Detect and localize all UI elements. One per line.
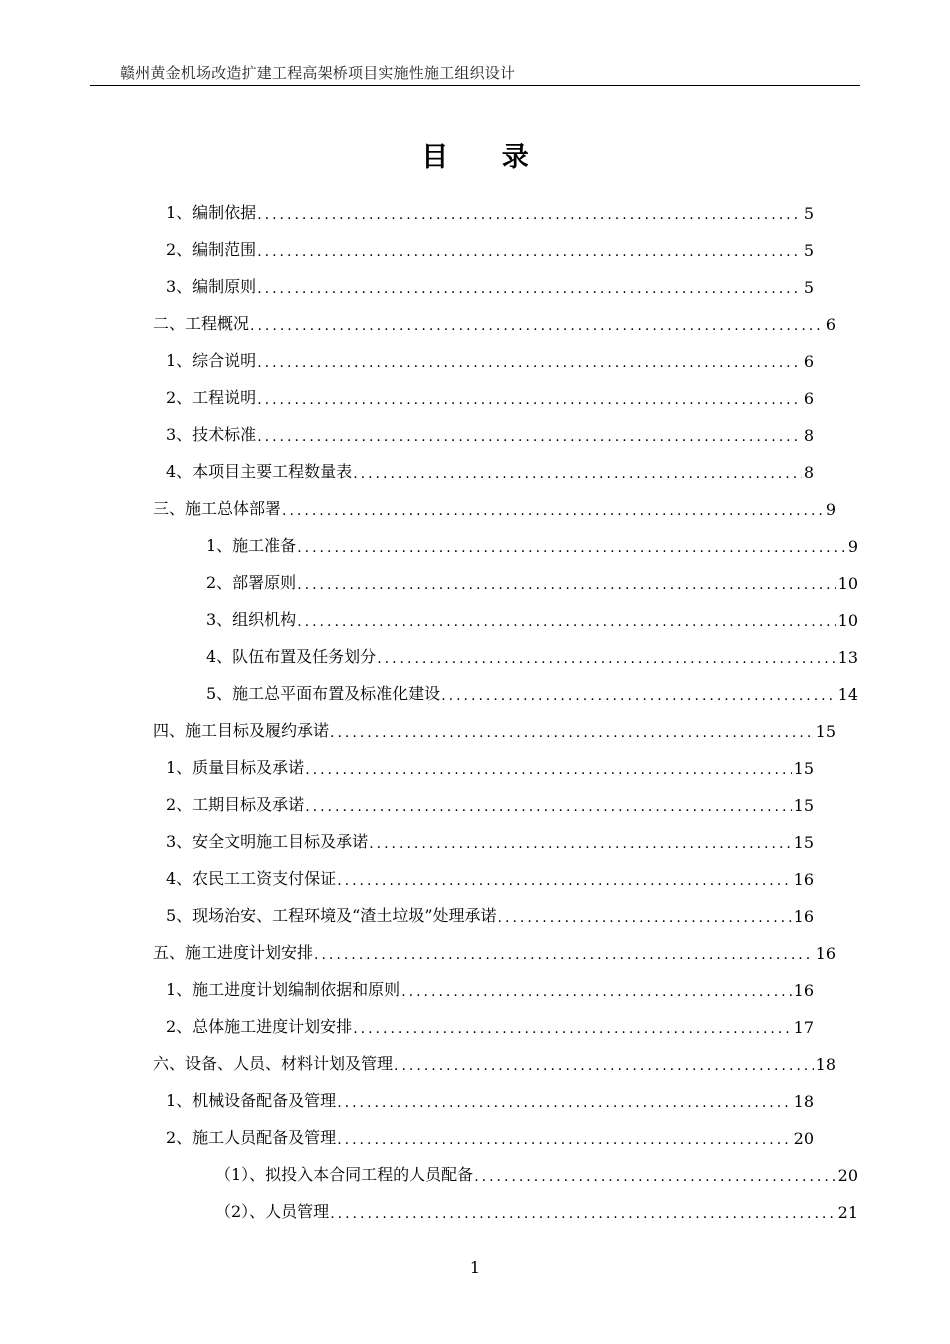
toc-entry[interactable] <box>166 452 814 482</box>
toc-entry[interactable] <box>166 822 814 852</box>
toc-entry-label: 1、施工进度计划编制依据和原则 <box>166 980 401 999</box>
toc-leader-dots <box>401 984 791 1000</box>
toc-entry[interactable] <box>153 304 836 334</box>
toc-entry-page: 9 <box>847 537 858 556</box>
page-number: 1 <box>469 1258 481 1277</box>
toc-entry[interactable] <box>206 637 858 667</box>
toc-entry[interactable] <box>166 341 814 371</box>
toc-entry[interactable] <box>166 748 814 778</box>
toc-leader-dots <box>474 1169 835 1185</box>
toc-entry-page: 6 <box>825 315 836 334</box>
toc-entry-page: 18 <box>793 1092 814 1111</box>
toc-entry-page: 16 <box>815 944 836 963</box>
toc-entry-page: 15 <box>815 722 836 741</box>
toc-leader-dots <box>257 355 802 371</box>
toc-entry[interactable] <box>166 896 814 926</box>
toc-entry[interactable] <box>166 193 814 223</box>
toc-entry[interactable] <box>166 785 814 815</box>
toc-entry[interactable] <box>166 267 814 297</box>
toc-entry[interactable] <box>206 674 858 704</box>
toc-leader-dots <box>337 873 791 889</box>
toc-entry[interactable] <box>206 563 858 593</box>
toc-entry-page: 8 <box>803 426 814 445</box>
toc-entry-label: 六、设备、人员、材料计划及管理 <box>153 1054 394 1073</box>
toc-entry-label: 1、机械设备配备及管理 <box>166 1091 337 1110</box>
toc-entry-page: 15 <box>793 833 814 852</box>
toc-leader-dots <box>297 540 846 556</box>
toc-entry-label: 四、施工目标及履约承诺 <box>153 721 330 740</box>
toc-entry[interactable] <box>153 711 836 741</box>
toc-entry-label: 3、技术标准 <box>166 425 257 444</box>
toc-leader-dots <box>250 318 824 334</box>
toc-entry-label: 1、编制依据 <box>166 203 257 222</box>
toc-leader-dots <box>305 799 791 815</box>
toc-entry-page: 9 <box>825 500 836 519</box>
toc-entry[interactable] <box>206 526 858 556</box>
toc-leader-dots <box>441 688 835 704</box>
toc-entry-label: 3、安全文明施工目标及承诺 <box>166 832 369 851</box>
toc-entry-label: 1、综合说明 <box>166 351 257 370</box>
toc-entry-label: （2）、人员管理 <box>215 1202 330 1221</box>
toc-entry-page: 17 <box>793 1018 814 1037</box>
toc-entry[interactable] <box>166 415 814 445</box>
toc-entry-page: 16 <box>793 870 814 889</box>
toc-leader-dots <box>353 1021 791 1037</box>
toc-entry[interactable] <box>215 1155 858 1185</box>
toc-leader-dots <box>337 1132 791 1148</box>
toc-entry-page: 5 <box>803 241 814 260</box>
toc-leader-dots <box>257 281 802 297</box>
toc-entry-page: 6 <box>803 389 814 408</box>
toc-entry-label: 2、工程说明 <box>166 388 257 407</box>
toc-leader-dots <box>498 910 792 926</box>
header-divider <box>90 85 860 86</box>
toc-entry-page: 6 <box>803 352 814 371</box>
toc-entry-page: 5 <box>803 204 814 223</box>
toc-entry-label: 4、本项目主要工程数量表 <box>166 462 353 481</box>
toc-entry-label: 5、施工总平面布置及标准化建设 <box>206 684 441 703</box>
toc-leader-dots <box>297 577 835 593</box>
toc-entry-label: 二、工程概况 <box>153 314 250 333</box>
toc-entry-label: 4、队伍布置及任务划分 <box>206 647 377 666</box>
toc-entry-page: 21 <box>837 1203 858 1222</box>
toc-entry-label: 1、质量目标及承诺 <box>166 758 305 777</box>
toc-entry-label: 2、总体施工进度计划安排 <box>166 1017 353 1036</box>
toc-entry-page: 20 <box>837 1166 858 1185</box>
toc-entry-page: 13 <box>837 648 858 667</box>
toc-entry-page: 16 <box>793 907 814 926</box>
toc-entry[interactable] <box>153 933 836 963</box>
toc-entry-page: 8 <box>803 463 814 482</box>
toc-entry[interactable] <box>166 1007 814 1037</box>
toc-leader-dots <box>305 762 791 778</box>
toc-entry-page: 10 <box>837 611 858 630</box>
toc-entry[interactable] <box>166 1081 814 1111</box>
toc-leader-dots <box>330 725 814 741</box>
toc-leader-dots <box>257 244 802 260</box>
toc-entry-page: 14 <box>837 685 858 704</box>
toc-leader-dots <box>353 466 802 482</box>
toc-entry[interactable] <box>166 859 814 889</box>
toc-leader-dots <box>314 947 814 963</box>
toc-entry[interactable] <box>153 1044 836 1074</box>
toc-leader-dots <box>377 651 835 667</box>
toc-entry-label: 3、编制原则 <box>166 277 257 296</box>
toc-entry-page: 15 <box>793 796 814 815</box>
toc-entry[interactable] <box>166 970 814 1000</box>
toc-entry-label: 1、施工准备 <box>206 536 297 555</box>
toc-entry-label: 2、工期目标及承诺 <box>166 795 305 814</box>
header-title: 赣州黄金机场改造扩建工程高架桥项目实施性施工组织设计 <box>120 64 516 82</box>
toc-leader-dots <box>257 207 802 223</box>
toc-entry-label: 4、农民工工资支付保证 <box>166 869 337 888</box>
toc-entry-page: 10 <box>837 574 858 593</box>
toc-entry-label: 2、编制范围 <box>166 240 257 259</box>
toc-leader-dots <box>297 614 835 630</box>
toc-leader-dots <box>337 1095 791 1111</box>
toc-leader-dots <box>282 503 824 519</box>
toc-entry[interactable] <box>153 489 836 519</box>
toc-entry-label: 5、现场治安、工程环境及“渣土垃圾”处理承诺 <box>166 906 497 925</box>
toc-leader-dots <box>330 1206 835 1222</box>
toc-leader-dots <box>369 836 791 852</box>
toc-entry[interactable] <box>166 1118 814 1148</box>
toc-entry[interactable] <box>206 600 858 630</box>
toc-entry-page: 15 <box>793 759 814 778</box>
toc-leader-dots <box>257 392 802 408</box>
toc-title: 目 录 <box>421 142 551 173</box>
toc-entry-page: 5 <box>803 278 814 297</box>
toc-leader-dots <box>394 1058 814 1074</box>
toc-leader-dots <box>257 429 802 445</box>
toc-entry-page: 20 <box>793 1129 814 1148</box>
toc-entry[interactable] <box>215 1192 858 1222</box>
toc-entry-label: 3、组织机构 <box>206 610 297 629</box>
toc-entry-label: 2、施工人员配备及管理 <box>166 1128 337 1147</box>
toc-entry-label: 2、部署原则 <box>206 573 297 592</box>
toc-entry-label: 五、施工进度计划安排 <box>153 943 314 962</box>
toc-entry[interactable] <box>166 378 814 408</box>
toc-entry-page: 16 <box>793 981 814 1000</box>
toc-entry-page: 18 <box>815 1055 836 1074</box>
toc-entry-label: 三、施工总体部署 <box>153 499 282 518</box>
toc-entry-label: （1）、拟投入本合同工程的人员配备 <box>215 1165 474 1184</box>
toc-entry[interactable] <box>166 230 814 260</box>
